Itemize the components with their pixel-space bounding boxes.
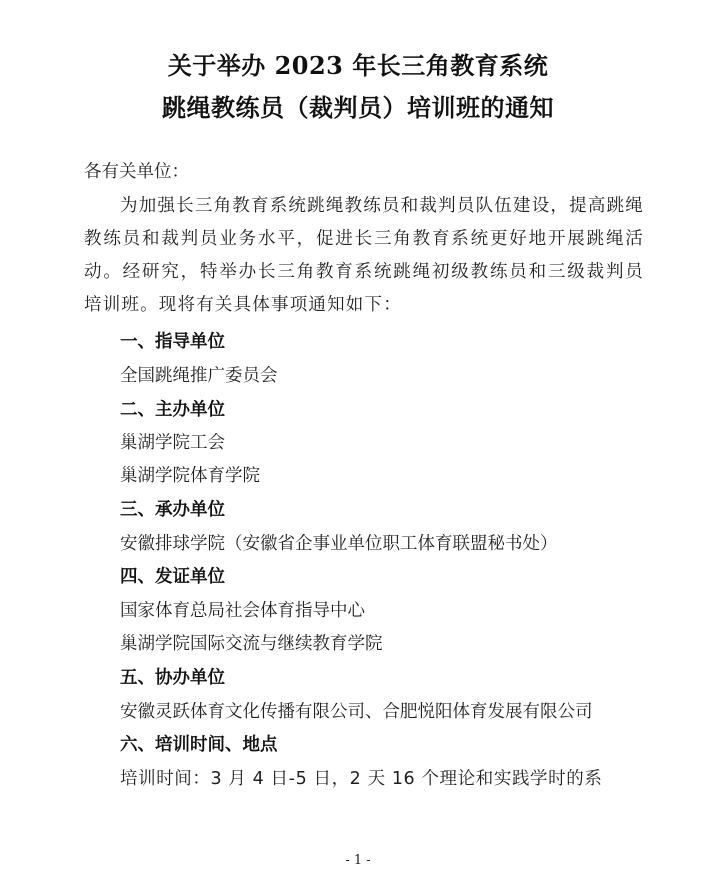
section-item: 国家体育总局社会体育指导中心 bbox=[120, 601, 365, 621]
intro-paragraph: 为加强长三角教育系统跳绳教练员和裁判员队伍建设，提高跳绳教练员和裁判员业务水平，促进长三角教育系统更好地开展跳绳活动。经研究，特举办长三角教育系统跳绳初级教练员和三级裁判员培训班。现将有关具体事项通知如下： bbox=[84, 196, 644, 315]
section-heading-co-organizer-unit: 五、协办单位 bbox=[120, 668, 225, 688]
section-heading-host-unit: 二、主办单位 bbox=[120, 400, 225, 420]
section-heading-time-location: 六、培训时间、地点 bbox=[120, 735, 278, 755]
page-number: - 1 - bbox=[345, 853, 371, 868]
section-item: 巢湖学院工会 bbox=[120, 433, 225, 453]
section-heading-certificate-unit: 四、发证单位 bbox=[120, 567, 225, 587]
section-item: 安徽灵跃体育文化传播有限公司、合肥悦阳体育发展有限公司 bbox=[120, 702, 593, 722]
document-title-line-1: 关于举办 2023 年长三角教育系统 bbox=[167, 51, 549, 80]
section-item: 全国跳绳推广委员会 bbox=[120, 366, 278, 386]
section-item: 巢湖学院国际交流与继续教育学院 bbox=[120, 634, 383, 654]
document-title-line-2: 跳绳教练员（裁判员）培训班的通知 bbox=[162, 93, 554, 122]
section-item: 巢湖学院体育学院 bbox=[120, 466, 260, 486]
section-item: 培训时间：3 月 4 日-5 日，2 天 16 个理论和实践学时的系 bbox=[120, 769, 603, 789]
section-heading-organizer-unit: 三、承办单位 bbox=[120, 500, 225, 520]
section-item: 安徽排球学院（安徽省企事业单位职工体育联盟秘书处） bbox=[120, 534, 558, 554]
salutation: 各有关单位： bbox=[84, 162, 189, 182]
section-heading-guiding-unit: 一、指导单位 bbox=[120, 332, 225, 352]
